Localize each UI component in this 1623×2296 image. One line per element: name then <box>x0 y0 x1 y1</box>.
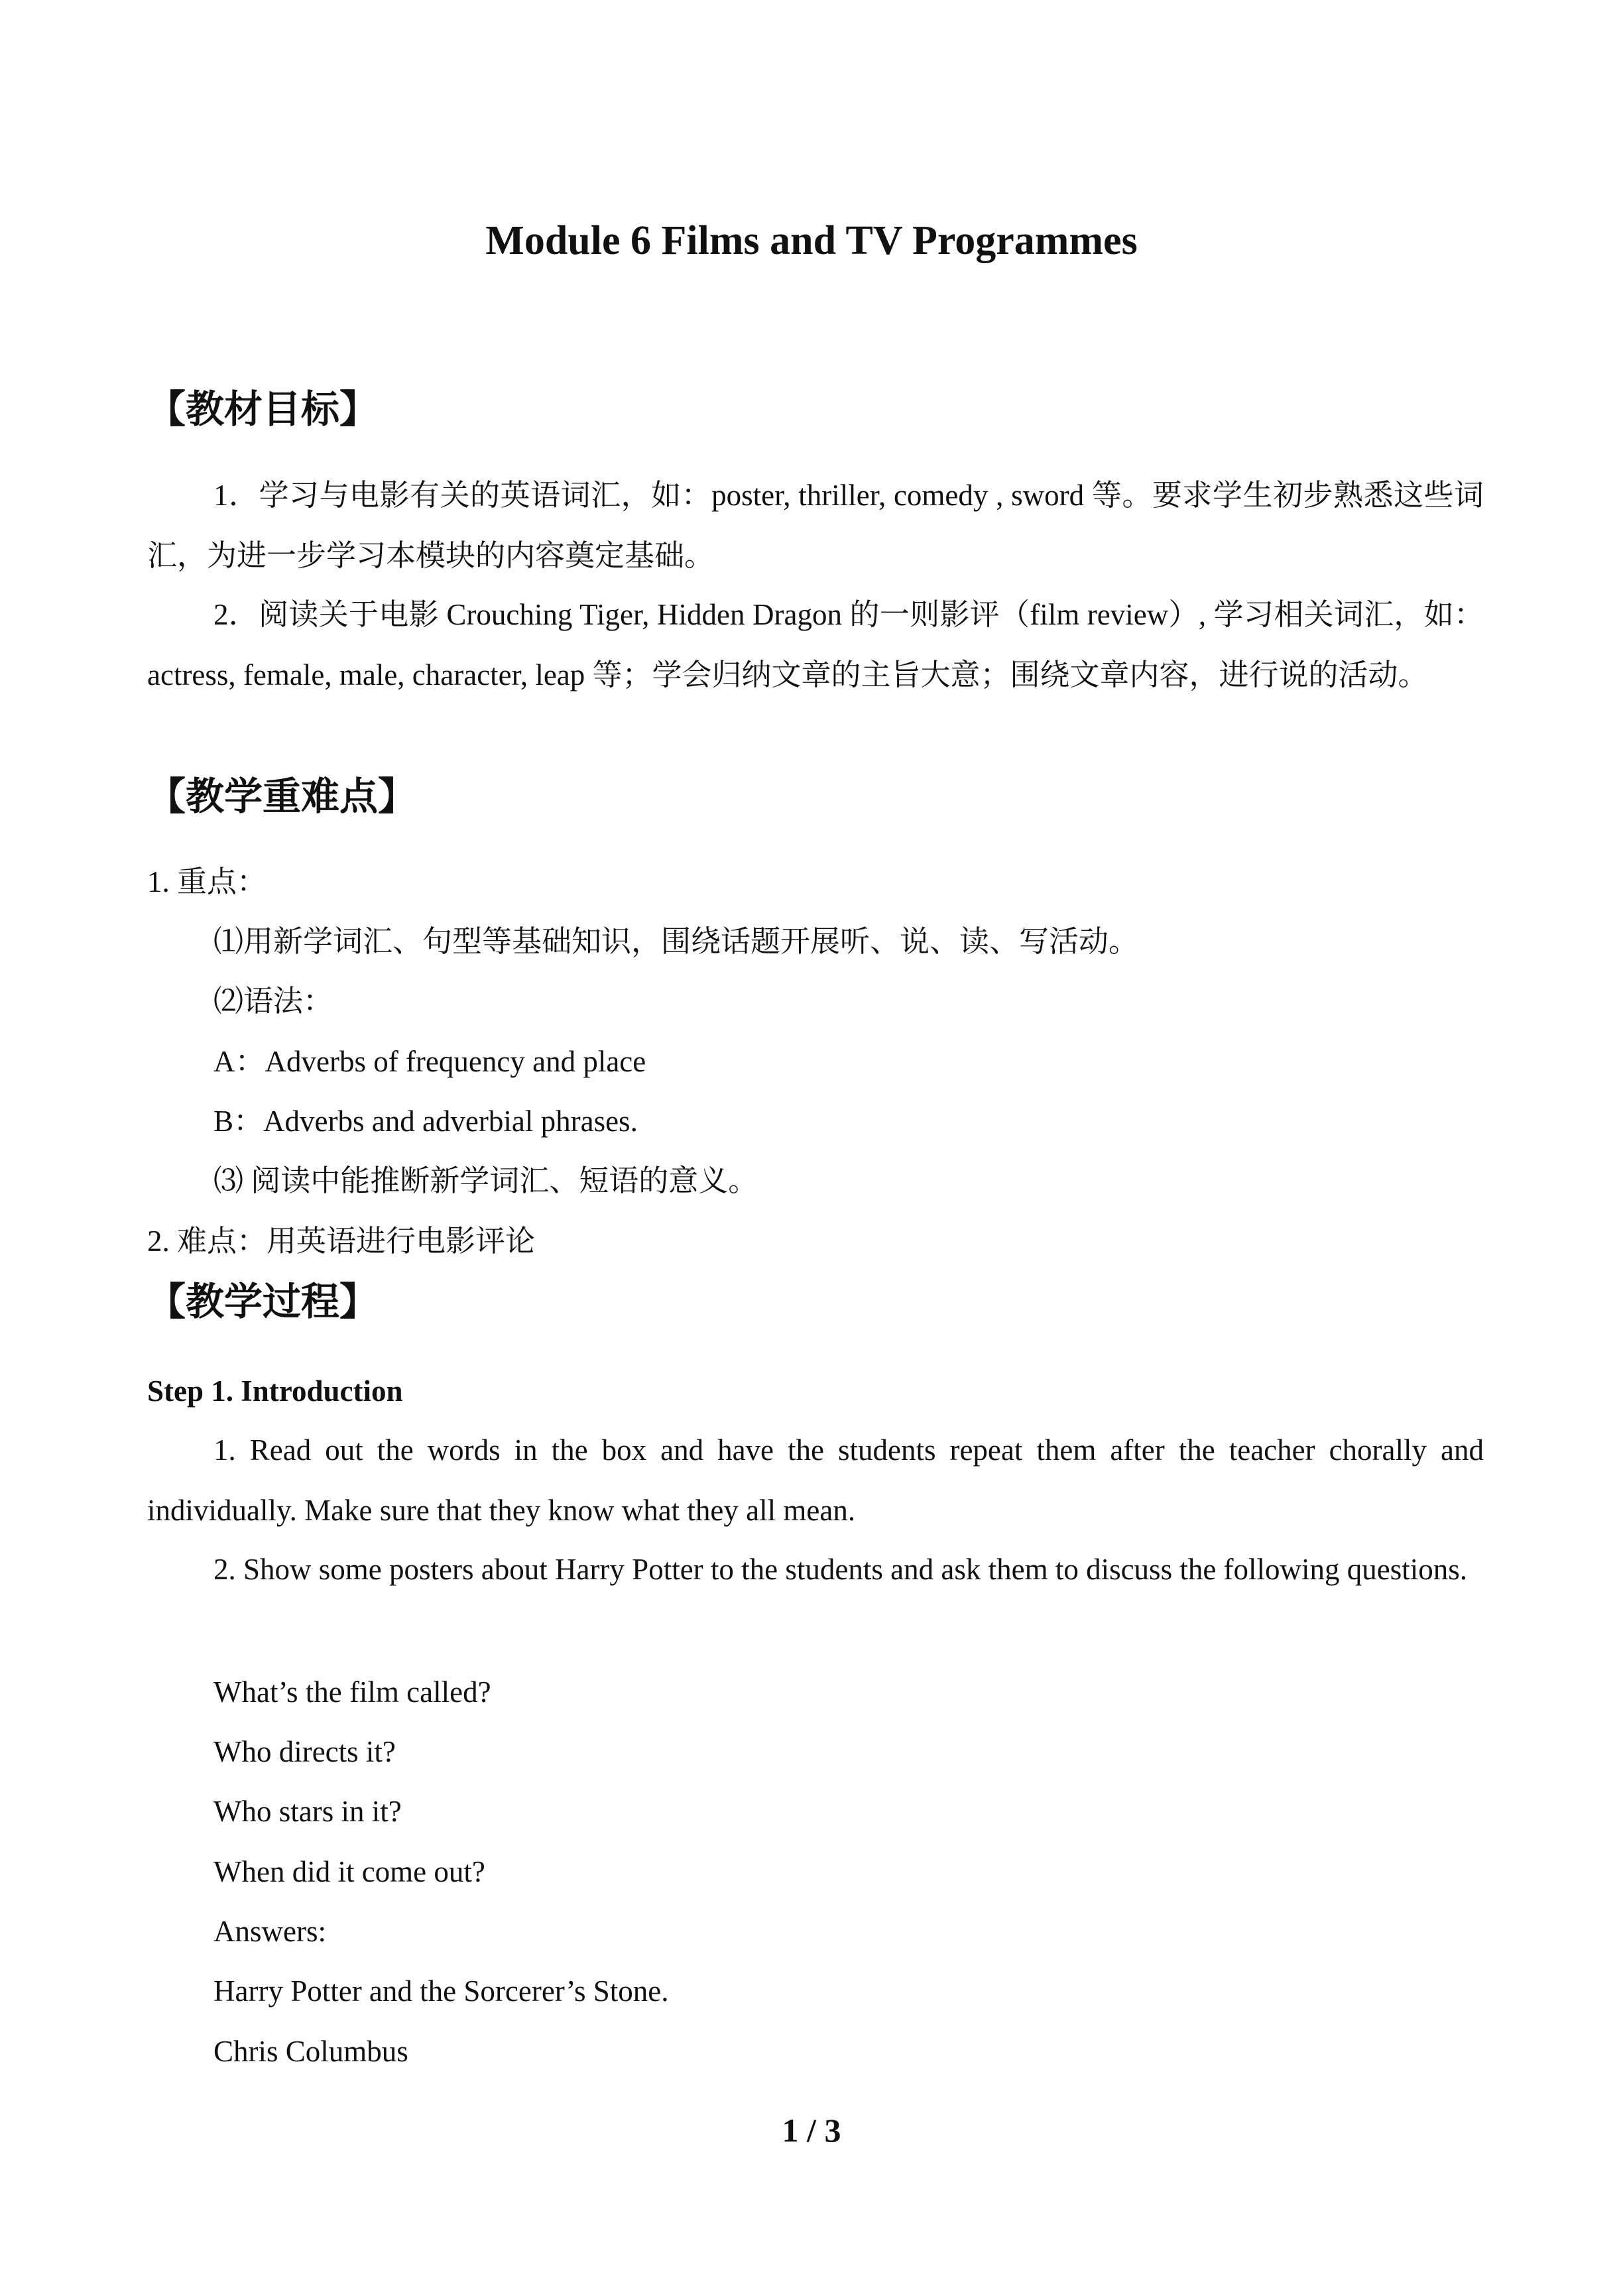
objective-paragraph-2: 2．阅读关于电影 Crouching Tiger, Hidden Dragon 的一则影评（film review）, 学习相关词汇，如：actress, female, male, character, leap 等；学会归纳文章的主旨大意；围绕文章内容，进行说的活动。 <box>147 598 1484 692</box>
grammar-item-a: A：Adverbs of frequency and place <box>213 1045 646 1078</box>
grammar-item-b: B：Adverbs and adverbial phrases. <box>213 1105 638 1138</box>
question-3: Who stars in it? <box>213 1795 402 1828</box>
key-point-1-item-3: ⑶ 阅读中能推断新学词汇、短语的意义。 <box>213 1164 758 1197</box>
page-title: Module 6 Films and TV Programmes <box>485 218 1138 263</box>
step-paragraph-1: 1. Read out the words in the box and have the students repeat them after the teacher chorally and individually. Make sure that they know what they all mean. <box>147 1433 1484 1527</box>
question-1: What’s the film called? <box>213 1675 491 1709</box>
section-heading-process: 【教学过程】 <box>147 1280 379 1323</box>
key-point-2: 2. 难点：用英语进行电影评论 <box>147 1225 536 1258</box>
step-heading: Step 1. Introduction <box>147 1374 403 1408</box>
section-heading-objectives: 【教材目标】 <box>147 388 379 431</box>
answer-2: Chris Columbus <box>213 2035 408 2068</box>
page-number: 1 / 3 <box>782 2112 841 2149</box>
question-4: When did it come out? <box>213 1855 485 1888</box>
key-point-1-item-2: ⑵语法： <box>213 985 333 1018</box>
answer-1: Harry Potter and the Sorcerer’s Stone. <box>213 1974 669 2008</box>
key-point-1-item-1: ⑴用新学词汇、句型等基础知识，围绕话题开展听、说、读、写活动。 <box>213 925 1139 958</box>
section-heading-key-points: 【教学重难点】 <box>147 775 417 818</box>
step-paragraph-2: 2. Show some posters about Harry Potter to the students and ask them to discuss the following questions. <box>213 1553 1468 1586</box>
objective-paragraph-1: 1．学习与电影有关的英语词汇，如：poster, thriller, comedy , sword 等。要求学生初步熟悉这些词汇，为进一步学习本模块的内容奠定基础。 <box>147 479 1484 572</box>
answers-label: Answers: <box>213 1915 326 1948</box>
question-2: Who directs it? <box>213 1735 396 1768</box>
key-point-1: 1. 重点： <box>147 865 267 898</box>
